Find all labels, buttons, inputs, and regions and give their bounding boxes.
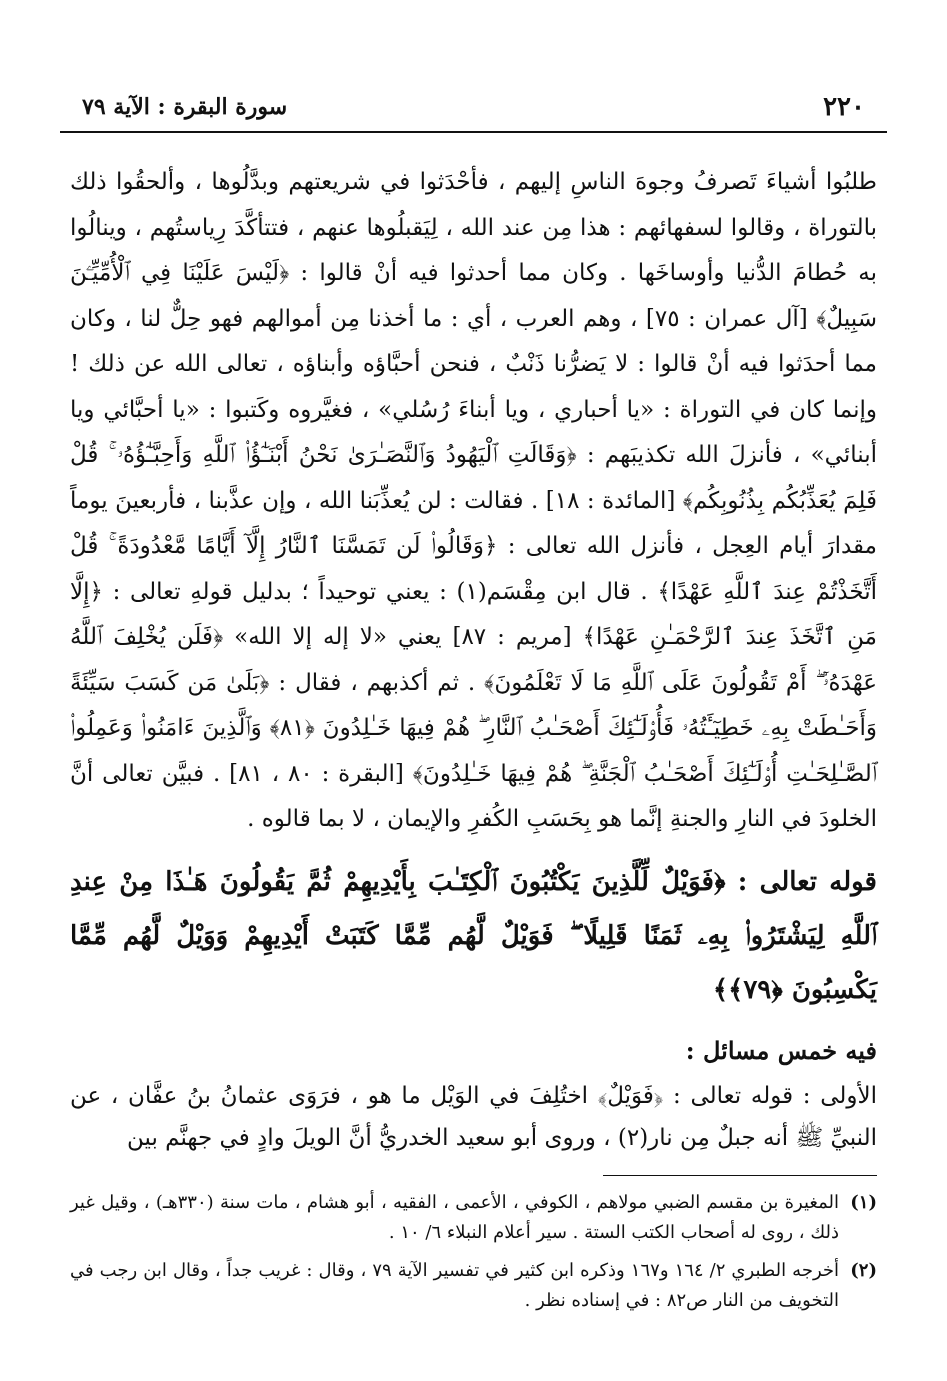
running-title: سورة البقرة : الآية ٧٩ xyxy=(82,94,288,120)
footnote xyxy=(70,1188,877,1248)
verse-label: قوله تعالى : xyxy=(737,866,877,897)
footnote-number: (٢) xyxy=(850,1260,877,1281)
footnote xyxy=(70,1256,877,1316)
section-heading: فيه خمس مسائل : xyxy=(685,1035,877,1065)
footnote-text: المغيرة بن مقسم الضبي مولاهم ، الكوفي ، الأعمى ، الفقيه ، أبو هشام ، مات سنة (٣٣٠هـ) ، وقيل غير ذلك ، روى له أصحاب الكتب الستة . سير أعلام النبلاء ٦/ ١٠ . xyxy=(70,1192,839,1243)
paragraph: الأولى : قوله تعالى : ﴿فَوَيْلٌ﴾ اختُلِفَ في الوَيْل ما هو ، فرَوَى عثمانُ بنُ عفَّان ، عن النبيِّ ﷺ أنه جبلٌ مِن نار(٢) ، وروى أبو سعيد الخدريُّ أنَّ الويلَ وادٍ في جهنَّم بين xyxy=(70,1082,877,1151)
verse-text: ﴿فَوَيْلٌ لِّلَّذِينَ يَكْتُبُونَ ٱلْكِتَـٰبَ بِأَيْدِيهِمْ ثُمَّ يَقُولُونَ هَـٰذَا مِنْ عِندِ ٱللَّهِ لِيَشْتَرُوا۟ بِهِۦ ثَمَنًا قَلِيلًا ۖ فَوَيْلٌ لَّهُم مِّمَّا كَتَبَتْ أَيْدِيهِمْ وَوَيْلٌ لَّهُم مِّمَّا يَكْسِبُونَ ﴿٧٩﴾﴾ xyxy=(70,866,877,1005)
header-divider xyxy=(60,131,887,133)
footnote-text: أخرجه الطبري ٢/ ١٦٤ و١٦٧ وذكره ابن كثير في تفسير الآية ٧٩ ، وقال : غريب جداً ، وقال ابن رجب في التخويف من النار ص٨٢ : في إسناده نظر . xyxy=(70,1260,840,1311)
page-number: ٢٢٠ xyxy=(823,92,865,122)
paragraph: طلبُوا أشياءَ تَصرفُ وجوهَ الناسِ إليهم ، فأحْدَثوا في شريعتهم وبدَّلُوها ، وألحقُوا ذلك بالتوراة ، وقالوا لسفهائهم : هذا مِن عند الله ، لِيَقبلُوها عنهم ، فتتأكَّدَ رِياستُهم ، وينالُوا به حُطامَ الدُّنيا وأوساخَها . وكان مما أحدثوا فيه أنْ قالوا : ﴿لَيْسَ عَلَيْنَا فِي ٱلْأُمِّيِّـۧنَ سَبِيلٌ﴾ [آل عمران : ٧٥] ، وهم العرب ، أي : ما أخذنا مِن أموالهم فهو حِلٌّ لنا ، وكان مما أحدَثوا فيه أنْ قالوا : لا يَضرُّنا ذَنْبٌ ، فنحن أحبَّاؤه وأبناؤه ، تعالى الله عن ذلك ! وإنما كان في التوراة : «يا أحباري ، ويا أبناءَ رُسُلي» ، فغيَّروه وكَتبوا : «يا أحبَّائي ويا أبنائي» ، فأنزلَ الله تكذيبَهم : ﴿وَقَالَتِ ٱلْيَهُودُ وَٱلنَّصَـٰرَىٰ نَحْنُ أَبْنَـٰٓؤُا۟ ٱللَّهِ وَأَحِبَّـٰٓؤُهُۥ ۚ قُلْ فَلِمَ يُعَذِّبُكُم بِذُنُوبِكُم﴾ [المائدة : ١٨] . فقالت : لن يُعذِّبَنا الله ، وإن عذَّبنا ، فأربعينَ يوماً مقدارَ أيام العِجل ، فأنزل الله تعالى : ﴿وَقَالُوا۟ لَن تَمَسَّنَا ٱلنَّارُ إِلَّآ أَيَّامًا مَّعْدُودَةً ۚ قُلْ أَتَّخَذْتُمْ عِندَ ٱللَّهِ عَهْدًا﴾ . قال ابن مِقْسَم(١) : يعني توحيداً ؛ بدليل قولهِ تعالى : ﴿إِلَّا مَنِ ٱتَّخَذَ عِندَ ٱلرَّحْمَـٰنِ عَهْدًا﴾ [مريم : ٨٧] يعني «لا إله إلا الله» ﴿فَلَن يُخْلِفَ ٱللَّهُ عَهْدَهُۥٓ ۖ أَمْ تَقُولُونَ عَلَى ٱللَّهِ مَا لَا تَعْلَمُونَ﴾ . ثم أكذبهم ، فقال : ﴿بَلَىٰ مَن كَسَبَ سَيِّئَةً وَأَحَـٰطَتْ بِهِۦ خَطِيٓـَٔتُهُۥ فَأُو۟لَـٰٓئِكَ أَصْحَـٰبُ ٱلنَّارِ ۖ هُمْ فِيهَا خَـٰلِدُونَ ﴿٨١﴾ وَٱلَّذِينَ ءَامَنُوا۟ وَعَمِلُوا۟ ٱلصَّـٰلِحَـٰتِ أُو۟لَـٰٓئِكَ أَصْحَـٰبُ ٱلْجَنَّةِ ۖ هُمْ فِيهَا خَـٰلِدُونَ﴾ [البقرة : ٨٠ ، ٨١] . فبيَّن تعالى أنَّ الخلودَ في النارِ والجنةِ إنَّما هو بِحَسَبِ الكُفرِ والإيمان ، لا بما قالوه . xyxy=(70,169,878,832)
main-text xyxy=(70,160,877,1159)
verse-block xyxy=(70,855,877,1017)
footnote-divider xyxy=(603,1175,877,1176)
footnote-number: (١) xyxy=(850,1192,877,1213)
footnotes xyxy=(70,1188,877,1324)
page-header xyxy=(70,84,877,124)
